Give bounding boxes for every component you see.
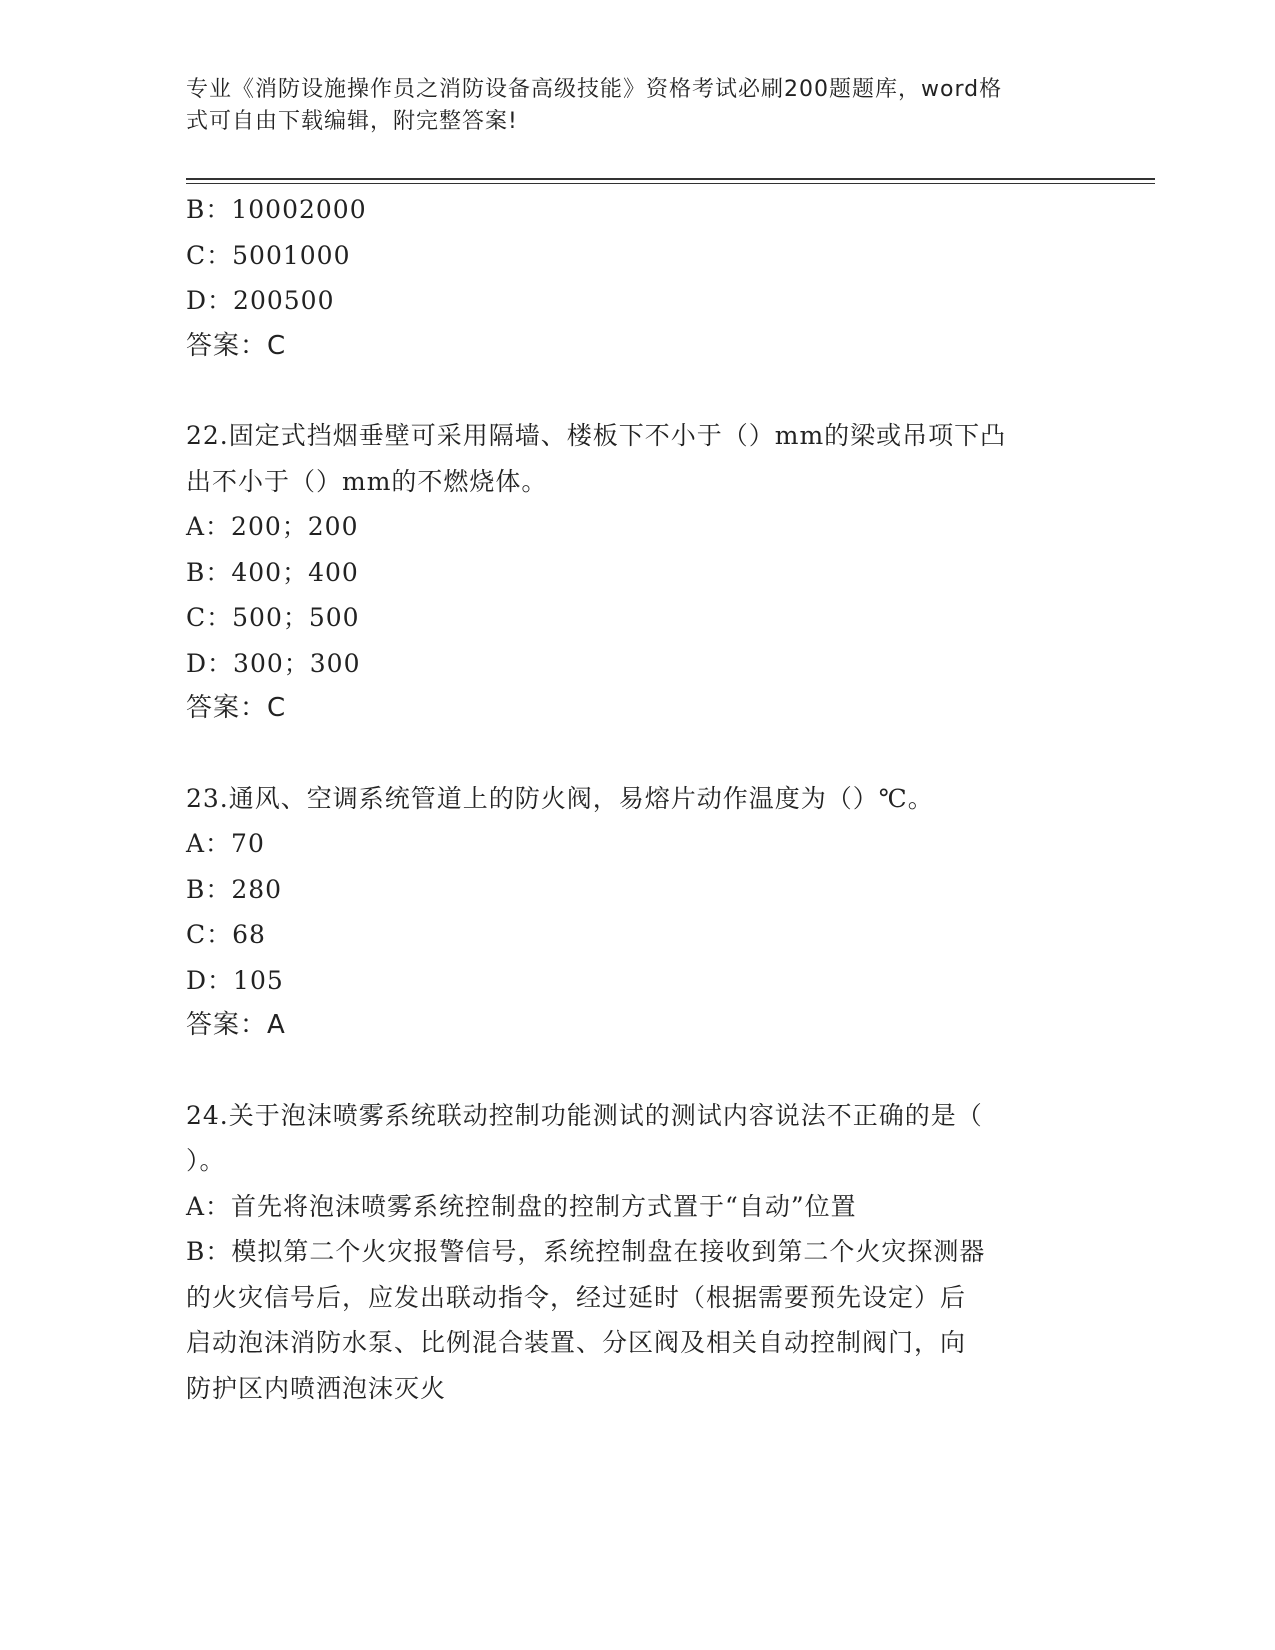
- question-content: [186, 187, 1086, 1411]
- option-line: 防护区内喷洒泡沫灭火: [186, 1373, 447, 1403]
- option-line: B：模拟第二个火灾报警信号，系统控制盘在接收到第二个火灾探测器: [186, 1237, 986, 1266]
- option-line: B：10002000: [186, 195, 367, 224]
- header-line-1: 专业《消防设施操作员之消防设备高级技能》资格考试必刷200题题库，word格: [186, 77, 1003, 102]
- option-line: D：105: [186, 965, 284, 995]
- option-line: A：70: [186, 829, 265, 858]
- prev-question-block: [186, 187, 1086, 369]
- question-22: [186, 413, 1086, 732]
- option-line: C：68: [186, 920, 266, 949]
- answer-line: 答案：C: [186, 693, 287, 723]
- option-line: A：首先将泡沫喷雾系统控制盘的控制方式置于“自动”位置: [186, 1191, 857, 1221]
- header-rule-thin: [186, 183, 1155, 184]
- document-header: [186, 74, 1086, 138]
- option-line: D：200500: [186, 286, 335, 315]
- question-gap: [186, 1049, 1086, 1093]
- question-23: [186, 776, 1086, 1049]
- header-rule-thick: [186, 178, 1155, 180]
- question-text: 23.通风、空调系统管道上的防火阀，易熔片动作温度为（）℃。: [186, 783, 934, 813]
- question-24: [186, 1093, 1086, 1412]
- option-line: B：280: [186, 874, 283, 904]
- question-gap: [186, 369, 1086, 413]
- question-text: 22.固定式挡烟垂壁可采用隔墙、楼板下不小于（）mm的梁或吊项下凸: [186, 421, 1007, 450]
- header-line-2: 式可自由下载编辑，附完整答案!: [186, 109, 518, 134]
- answer-line: 答案：C: [186, 330, 287, 361]
- option-line: B：400；400: [186, 557, 359, 587]
- option-line: A：200；200: [186, 512, 359, 541]
- option-line: C：500；500: [186, 603, 360, 632]
- question-text: ）。: [186, 1146, 226, 1175]
- question-text: 24.关于泡沫喷雾系统联动控制功能测试的测试内容说法不正确的是（: [186, 1100, 983, 1130]
- option-line: C：5001000: [186, 240, 351, 270]
- option-line: 的火灾信号后，应发出联动指令，经过延时（根据需要预先设定）后: [186, 1282, 967, 1312]
- answer-line: 答案：A: [186, 1010, 286, 1040]
- question-gap: [186, 732, 1086, 776]
- question-text: 出不小于（）mm的不燃烧体。: [186, 466, 548, 496]
- option-line: 启动泡沫消防水泵、比例混合装置、分区阀及相关自动控制阀门，向: [186, 1328, 967, 1357]
- option-line: D：300；300: [186, 648, 361, 678]
